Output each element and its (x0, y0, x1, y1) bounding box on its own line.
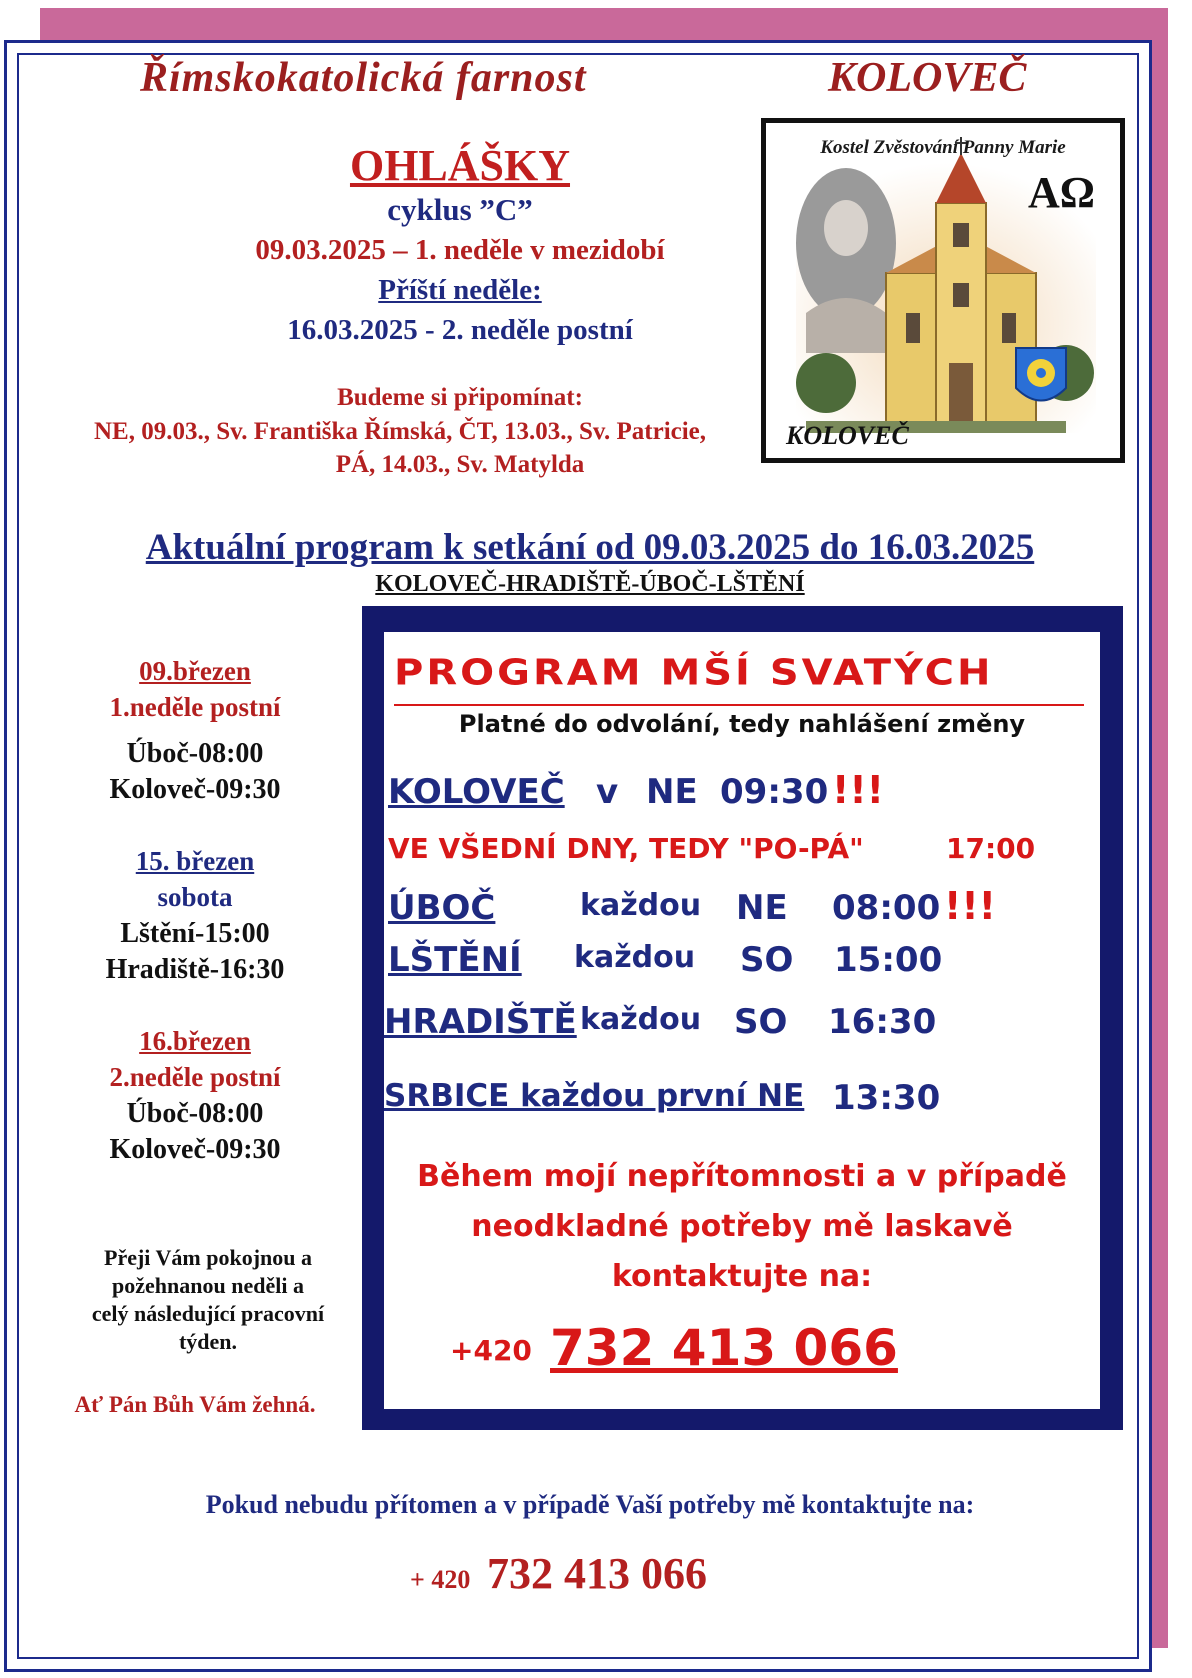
lsteni-time: 15:00 (834, 940, 943, 980)
lsteni-freq: každou (574, 940, 696, 975)
phone-number: 732 413 066 (550, 1319, 898, 1377)
hradiste-place: HRADIŠTĚ (384, 1002, 577, 1042)
schedule-day-2: sobota (157, 882, 233, 912)
schedule-mass-3a: Úboč-08:00 (126, 1098, 264, 1129)
schedule-date-3: 16.březen (139, 1026, 251, 1056)
uboc-freq: každou (580, 888, 702, 923)
alpha-omega-icon: AΩ (1028, 168, 1096, 217)
schedule-day-3: 2.neděle postní (109, 1062, 281, 1092)
schedule-day-1: 1.neděle postní (109, 692, 281, 722)
uboc-place: ÚBOČ (388, 888, 496, 928)
program-places: KOLOVEČ-HRADIŠTĚ-ÚBOČ-LŠTĚNÍ (375, 571, 805, 597)
church-caption: Kostel Zvěstování Panny Marie (820, 137, 1066, 158)
next-sunday-date: 16.03.2025 - 2. neděle postní (287, 314, 633, 346)
program-heading: Aktuální program k setkání od 09.03.2025 do 16.03.2025 (145, 527, 1035, 568)
kolovec-day: NE (646, 772, 698, 812)
validity-note: Platné do odvolání, tedy nahlášení změny (458, 710, 1026, 738)
greeting-line-2: požehnanou neděli a (112, 1273, 304, 1298)
schedule-mass-2a: Lštění-15:00 (120, 918, 270, 949)
schedule-mass-2b: Hradiště-16:30 (105, 954, 285, 985)
schedule-mass-1b: Koloveč-09:30 (109, 774, 281, 805)
hradiste-freq: každou (580, 1002, 702, 1037)
liturgical-cycle: cyklus ”C” (387, 192, 533, 227)
phone-prefix: +420 (450, 1334, 532, 1367)
parish-name: Římskokatolická farnost (140, 55, 587, 101)
greeting-line-4: týden. (178, 1329, 238, 1354)
kolovec-place: KOLOVEČ (388, 772, 565, 812)
greeting-line-1: Přeji Vám pokojnou a (104, 1245, 312, 1270)
church-location-caption: KOLOVEČ (786, 421, 909, 450)
village-name: KOLOVEČ (828, 55, 1027, 101)
kolovec-exclamation: !!! (832, 768, 884, 812)
saints-line-1: NE, 09.03., Sv. Františka Římská, ČT, 13.03., Sv. Patricie, (93, 418, 707, 445)
remember-label: Budeme si připomínat: (337, 384, 583, 411)
schedule-date-1: 09.březen (139, 656, 251, 686)
lsteni-day: SO (740, 940, 794, 980)
uboc-day: NE (736, 888, 788, 928)
schedule-mass-3b: Koloveč-09:30 (109, 1134, 281, 1165)
current-sunday: 09.03.2025 – 1. neděle v mezidobí (255, 234, 665, 266)
uboc-time: 08:00 (832, 888, 941, 928)
absence-line-3: kontaktujte na: (611, 1259, 873, 1294)
saints-line-2: PÁ, 14.03., Sv. Matylda (335, 451, 585, 478)
footer-phone-prefix: + 420 (410, 1565, 471, 1594)
schedule-mass-1a: Úboč-08:00 (126, 738, 264, 769)
next-sunday-label: Příští neděle: (378, 274, 542, 306)
mass-program-panel (384, 632, 1100, 1409)
footer-phone-number: 732 413 066 (487, 1549, 707, 1598)
blessing: Ať Pán Bůh Vám žehná. (74, 1392, 316, 1417)
bulletin-title: OHLÁŠKY (349, 141, 571, 190)
absence-line-2: neodkladné potřeby mě laskavě (471, 1209, 1013, 1244)
weekdays-time: 17:00 (946, 832, 1036, 865)
kolovec-v: v (596, 772, 619, 812)
kolovec-time: 09:30 (720, 772, 829, 812)
weekdays-text: VE VŠEDNÍ DNY, TEDY "PO-PÁ" (388, 832, 864, 865)
lsteni-place: LŠTĚNÍ (388, 940, 522, 980)
mass-program-box (362, 606, 1123, 1430)
srbice-text: SRBICE každou první NE (384, 1078, 805, 1114)
srbice-time: 13:30 (832, 1078, 941, 1118)
title-underline (394, 704, 1084, 706)
hradiste-time: 16:30 (828, 1002, 937, 1042)
church-picture (761, 118, 1125, 463)
greeting-line-3: celý následující pracovní (91, 1301, 325, 1326)
hradiste-day: SO (734, 1002, 788, 1042)
schedule-date-2: 15. březen (135, 846, 255, 876)
footer-contact-text: Pokud nebudu přítomen a v případě Vaší potřeby mě kontaktujte na: (205, 1490, 975, 1519)
uboc-exclamation: !!! (944, 884, 996, 928)
mass-program-title: PROGRAM MŠÍ SVATÝCH (394, 652, 994, 694)
absence-line-1: Během mojí nepřítomnosti a v případě (417, 1159, 1067, 1194)
